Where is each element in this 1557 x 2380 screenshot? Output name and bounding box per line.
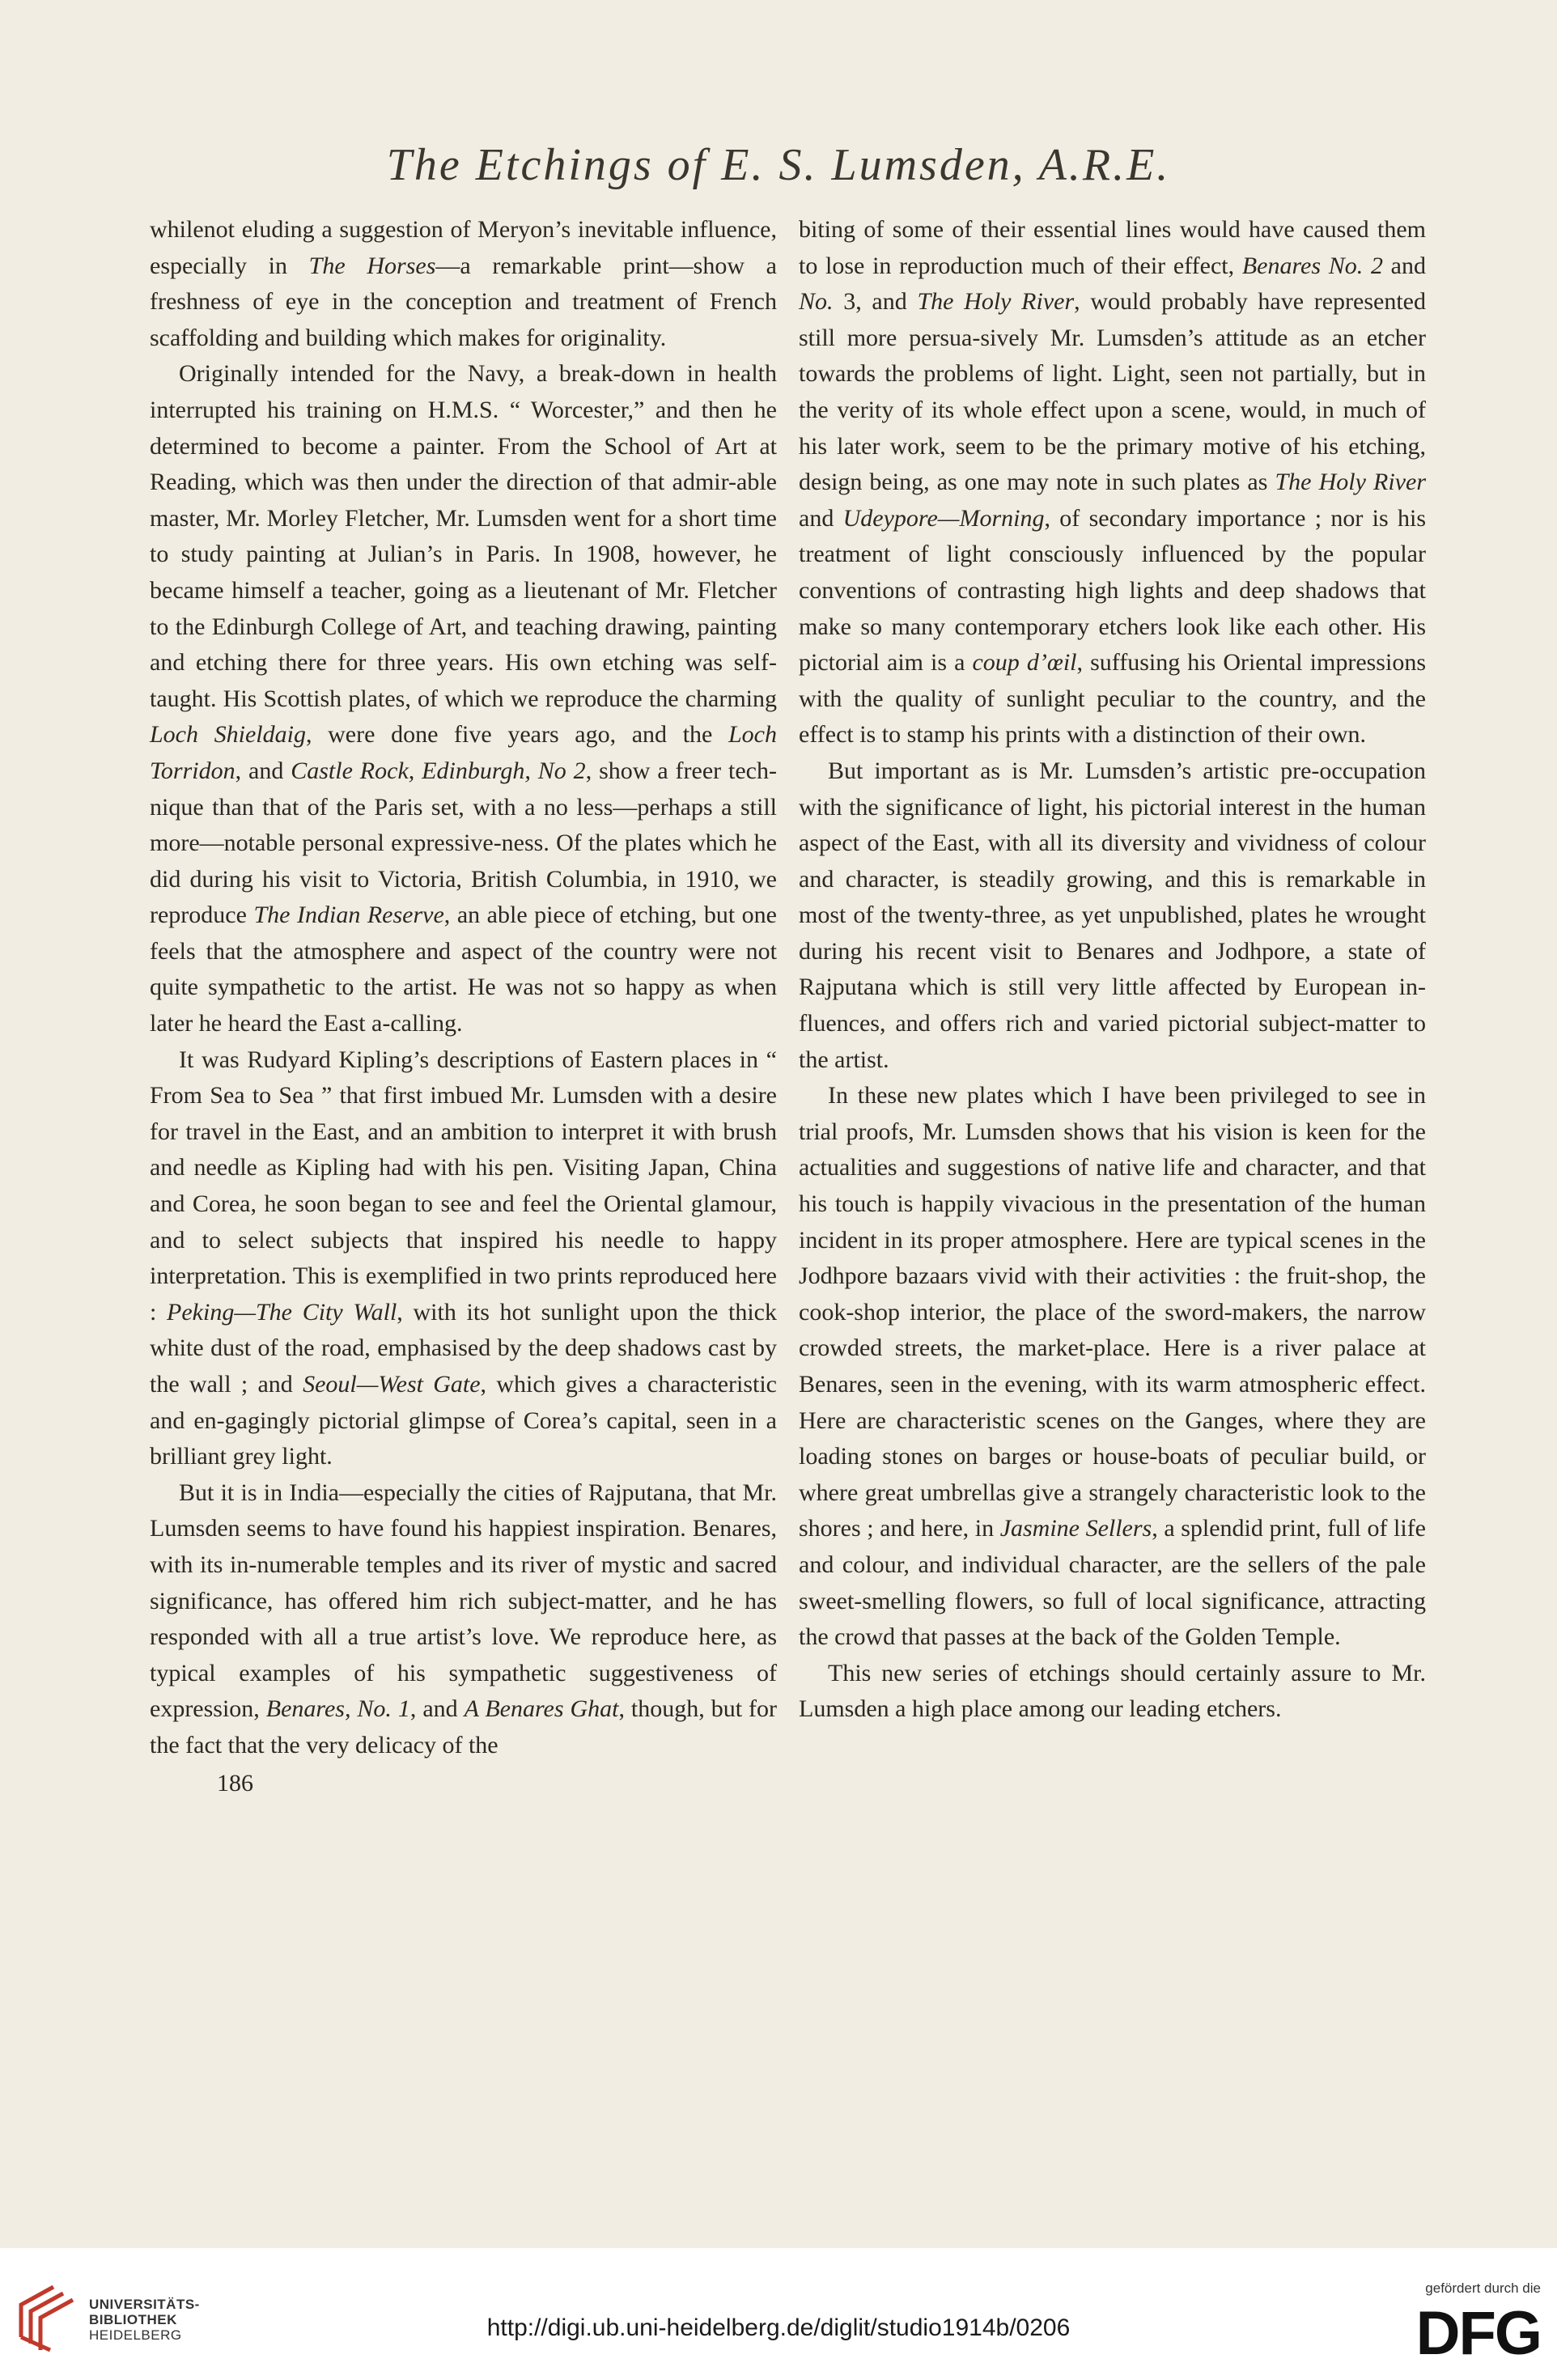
paragraph: This new series of etchings should certainly assure to Mr. Lumsden a high place among our leading etchers.: [799, 1659, 1426, 1723]
digitization-footer: [0, 2248, 1557, 2380]
paragraph: In these new plates which I have been privileged to see in trial proofs, Mr. Lumsden shows that his vision is keen for the actualities and suggestions of native life and character, and that his touch is happily vivacious in the presentation of the human incident in its proper atmosphere. Here are typical scenes in the Jodhpore bazaars vivid with their activities : the fruit-shop, the cook-shop interior, the place of the sword-makers, the narrow crowded streets, the market-place. Here is a river palace at Benares, seen in the evening, with its warm atmospheric effect. Here are characteristic scenes on the Ganges, where they are loading stones on barges or house-boats of peculiar build, or where great umbrellas give a strangely characteristic look to the shores ; and here, in Jasmine Sellers, a splendid print, full of life and colour, and individual character, are the sellers of the pale sweet-smelling flowers, so full of local significance, attracting the crowd that passes at the back of the Golden Temple.: [799, 1082, 1426, 1651]
library-name: UNIVERSITÄTS- BIBLIOTHEK HEIDELBERG: [89, 2297, 200, 2343]
paragraph: Originally intended for the Navy, a break-down in health interrupted his training on H.M.S. “ Worcester,” and then he determined to become a painter. From the School of Art at Reading, which was then under the direction of that admir-able master, Mr. Morley Fletcher, Mr. Lumsden went for a short time to study painting at Julian’s in Paris. In 1908, however, he became himself a teacher, going as a lieutenant of Mr. Fletcher to the Edinburgh College of Art, and teaching drawing, painting and etching there for three years. His own etching was self-taught. His Scottish plates, of which we reproduce the charming Loch Shieldaig, were done five years ago, and the Loch Torridon, and Castle Rock, Edinburgh, No 2, show a freer tech-nique than that of the Paris set, with a no less—perhaps a still more—notable personal expressive-ness. Of the plates which he did during his visit to Victoria, British Columbia, in 1910, we reproduce The Indian Reserve, an able piece of etching, but one feels that the atmosphere and aspect of the country were not quite sympathetic to the artist. He was not so happy as when later he heard the East a-calling.: [150, 360, 777, 1037]
paragraph: biting of some of their essential lines would have caused them to lose in reproduction much of their effect, Benares No. 2 and No. 3, and The Holy River, would probably have represented still more persua-sively Mr. Lumsden’s attitude as an etcher towards the problems of light. Light, seen not partially, but in the verity of its whole effect upon a scene, would, in much of his later work, seem to be the primary motive of his etching, design being, as one may note in such plates as The Holy River and Udeypore—Morning, of secondary importance ; nor is his treatment of light consciously influenced by the popular conventions of contrasting high lights and deep shadows that make so many contemporary etchers look like each other. His pictorial aim is a coup d’œil, suffusing his Oriental impressions with the quality of sunlight peculiar to the country, and the effect is to stamp his prints with a distinction of their own.: [799, 216, 1427, 749]
paragraph: But important as is Mr. Lumsden’s artistic pre-occupation with the significance of light, his pictorial interest in the human aspect of the East, with all its diversity and vividness of colour and character, is steadily growing, and this is remarkable in most of the twenty-three, as yet unpublished, plates he wrought during his recent visit to Benares and Jodhpore, a state of Rajputana which is still very little affected by European in-fluences, and offers rich and varied pictorial subject-matter to the artist.: [799, 757, 1426, 1073]
left-column: [150, 212, 777, 1801]
paragraph: But it is in India—especially the cities of Rajputana, that Mr. Lumsden seems to have found his happiest inspiration. Benares, with its in-numerable temples and its river of mystic and sacred significance, has offered him rich subject-matter, and he has responded with all a true artist’s love. We reproduce here, as typical examples of his sympathetic suggestiveness of expression, Benares, No. 1, and A Benares Ghat, though, but for the fact that the very delicacy of the: [150, 1478, 777, 1758]
paragraph: whilenot eluding a suggestion of Meryon’s inevitable influence, especially in The Horses—a remarkable print—show a freshness of eye in the conception and treatment of French scaffolding and building which makes for originality.: [150, 216, 777, 351]
paragraph: It was Rudyard Kipling’s descriptions of Eastern places in “ From Sea to Sea ” that first imbued Mr. Lumsden with a desire for travel in the East, and an ambition to interpret it with brush and needle as Kipling had with his pen. Visiting Japan, China and Corea, he soon began to see and feel the Oriental glamour, and to select subjects that inspired his needle to happy interpretation. This is exemplified in two prints reproduced here : Peking—The City Wall, with its hot sunlight upon the thick white dust of the road, emphasised by the deep shadows cast by the wall ; and Seoul—West Gate, which gives a characteristic and en-gagingly pictorial glimpse of Corea’s capital, seen in a brilliant grey light.: [150, 1046, 778, 1470]
running-head: The Etchings of E. S. Lumsden, A.R.E.: [386, 140, 1171, 190]
dfg-logo[interactable]: DFG: [1415, 2299, 1541, 2368]
source-url-link[interactable]: http://digi.ub.uni-heidelberg.de/diglit/studio1914b/0206: [486, 2314, 1071, 2341]
right-column: [799, 212, 1426, 1728]
funding-caption: gefördert durch die: [1425, 2280, 1541, 2296]
page-number: 186: [217, 1769, 253, 1797]
